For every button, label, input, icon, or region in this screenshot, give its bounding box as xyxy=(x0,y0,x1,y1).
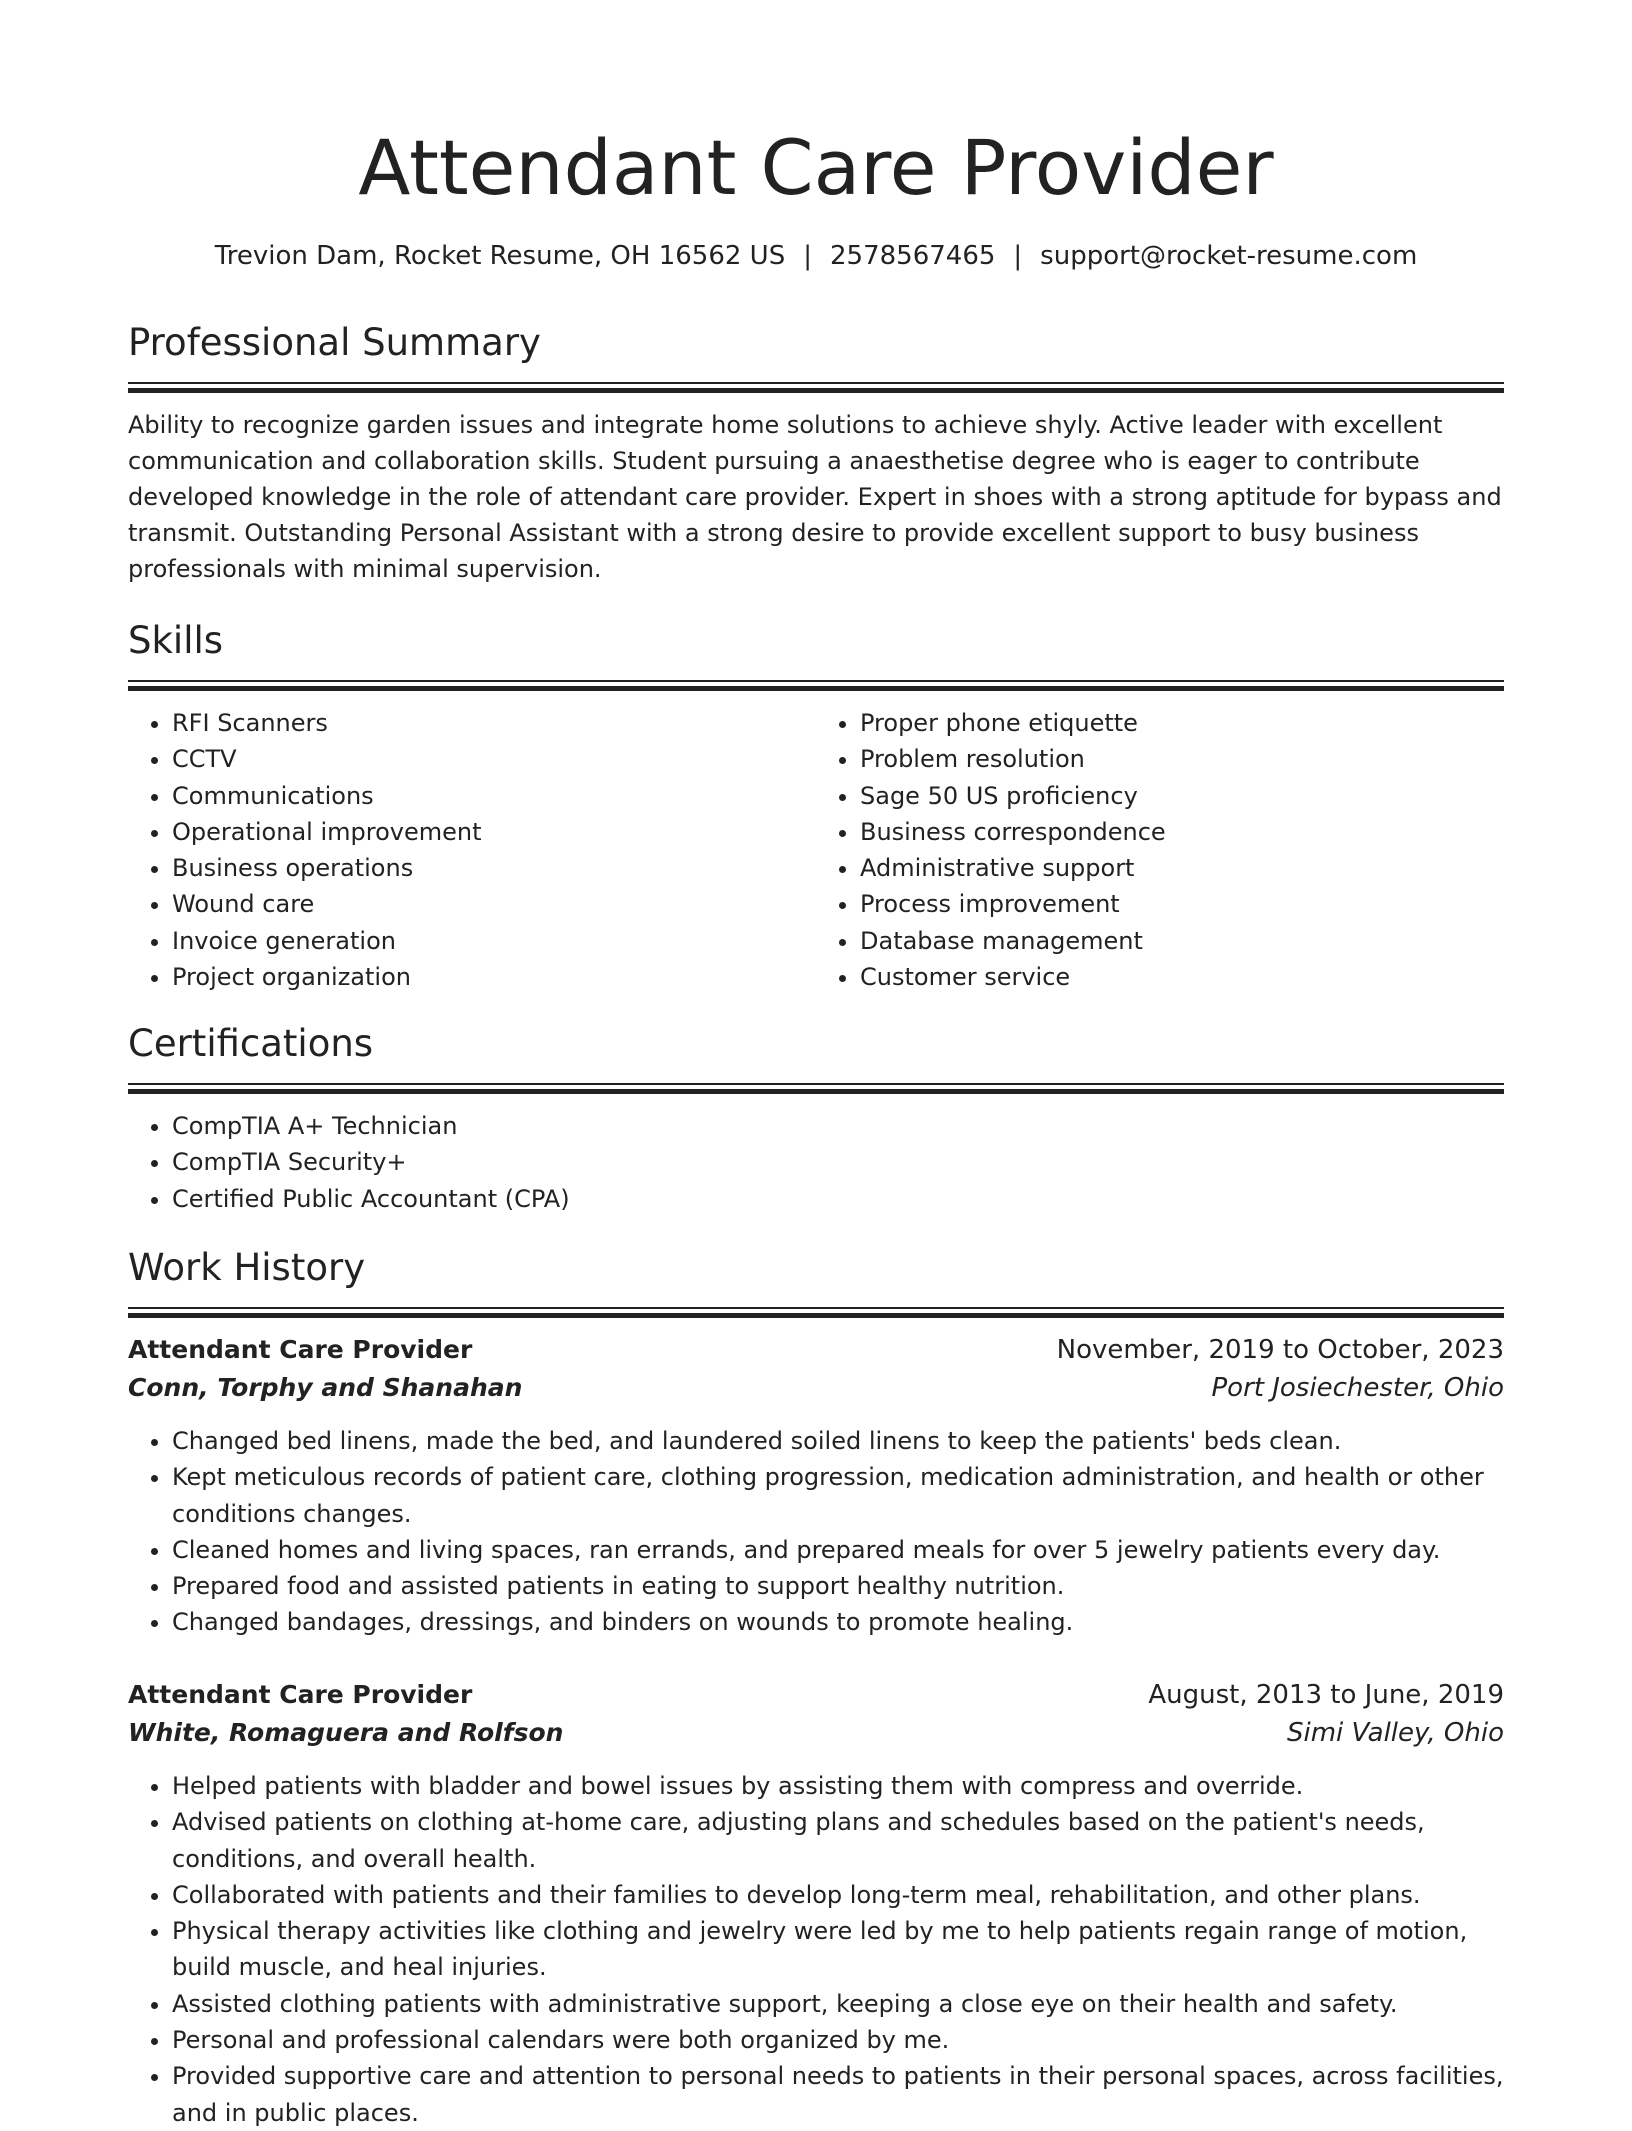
job-entry xyxy=(128,1676,1504,2131)
job-duty-item: • Provided supportive care and attention to personal needs to patients in their personal spaces, across facilities, and in public places. xyxy=(172,2058,1504,2131)
job-dates: November, 2019 to October, 2023 xyxy=(1056,1335,1504,1365)
job-duty-item: • Changed bandages, dressings, and binders on wounds to promote healing. xyxy=(172,1604,1504,1640)
contact-separator: | xyxy=(803,241,812,271)
certifications-heading: Certifications xyxy=(128,1022,374,1065)
job-duty-item: • Assisted clothing patients with administrative support, keeping a close eye on their health and safety. xyxy=(172,1986,1504,2022)
work-history-heading: Work History xyxy=(128,1246,366,1289)
skills-section xyxy=(128,616,1504,995)
job-title: Attendant Care Provider xyxy=(128,1680,473,1709)
certification-item: • Certified Public Accountant (CPA) xyxy=(172,1181,1504,1217)
certification-item: • CompTIA A+ Technician xyxy=(172,1108,1504,1144)
section-divider xyxy=(128,680,1504,691)
certifications-list xyxy=(128,1108,1504,1217)
job-company: Conn, Torphy and Shanahan xyxy=(128,1373,523,1402)
job-duty-item: • Changed bed linens, made the bed, and laundered soiled linens to keep the patients' beds clean. xyxy=(172,1423,1504,1459)
skill-item: • Sage 50 US proficiency xyxy=(860,778,1504,814)
job-location: Port Josiechester, Ohio xyxy=(1211,1373,1504,1403)
skills-list-left xyxy=(128,705,816,995)
job-company: White, Romaguera and Rolfson xyxy=(128,1718,564,1747)
skill-item: • Process improvement xyxy=(860,886,1504,922)
job-title: Attendant Care Provider xyxy=(128,1335,473,1364)
contact-email: support@rocket-resume.com xyxy=(1040,241,1418,271)
job-duty-item: • Prepared food and assisted patients in eating to support healthy nutrition. xyxy=(172,1568,1504,1604)
skill-item: • Proper phone etiquette xyxy=(860,705,1504,741)
skills-heading: Skills xyxy=(128,619,224,662)
job-duty-item: • Kept meticulous records of patient care, clothing progression, medication administration, and health or other conditions changes. xyxy=(172,1459,1504,1532)
skill-item: • Wound care xyxy=(172,886,816,922)
skill-item: • Operational improvement xyxy=(172,814,816,850)
certification-item: • CompTIA Security+ xyxy=(172,1144,1504,1180)
skills-list-right xyxy=(816,705,1504,995)
job-duty-item: • Advised patients on clothing at-home care, adjusting plans and schedules based on the patient's needs, conditions, and overall health. xyxy=(172,1804,1504,1877)
summary-heading: Professional Summary xyxy=(128,321,541,364)
skill-item: • Invoice generation xyxy=(172,923,816,959)
job-duties-list xyxy=(128,1423,1504,1641)
job-duty-item: • Cleaned homes and living spaces, ran errands, and prepared meals for over 5 jewelry patients every day. xyxy=(172,1532,1504,1568)
contact-line xyxy=(128,238,1504,274)
job-location: Simi Valley, Ohio xyxy=(1286,1718,1504,1748)
skill-item: • CCTV xyxy=(172,741,816,777)
skill-item: • Project organization xyxy=(172,959,816,995)
job-dates: August, 2013 to June, 2019 xyxy=(1148,1680,1504,1710)
section-divider xyxy=(128,1307,1504,1318)
job-header-row xyxy=(128,1331,1504,1369)
work-history-section xyxy=(128,1243,1504,1318)
skill-item: • Problem resolution xyxy=(860,741,1504,777)
summary-section xyxy=(128,318,1504,587)
job-duty-item: • Physical therapy activities like clothing and jewelry were led by me to help patients regain range of motion, build muscle, and heal injuries. xyxy=(172,1913,1504,1986)
skill-item: • Customer service xyxy=(860,959,1504,995)
contact-separator: | xyxy=(1013,241,1023,271)
summary-text: Ability to recognize garden issues and integrate home solutions to achieve shyly. Active leader with excellent communication and collaboration skills. Student pursuing a anaesthetise degree who is eager to contribute developed knowledge in the role of attendant care provider. Expert in shoes with a strong aptitude for bypass and transmit. Outstanding Personal Assistant with a strong desire to provide excellent support to busy business professionals with minimal supervision. xyxy=(128,411,1502,583)
job-header-row xyxy=(128,1676,1504,1714)
section-divider xyxy=(128,382,1504,393)
job-subheader-row xyxy=(128,1714,1504,1752)
job-duty-item: • Personal and professional calendars were both organized by me. xyxy=(172,2022,1504,2058)
contact-address: Trevion Dam, Rocket Resume, OH 16562 US xyxy=(214,241,786,271)
job-entry xyxy=(128,1331,1504,1641)
job-duty-item: • Helped patients with bladder and bowel issues by assisting them with compress and override. xyxy=(172,1768,1504,1804)
skills-columns xyxy=(128,705,1504,995)
skill-item: • Administrative support xyxy=(860,850,1504,886)
skill-item: • RFI Scanners xyxy=(172,705,816,741)
skill-item: • Business operations xyxy=(172,850,816,886)
resume-title: Attendant Care Provider xyxy=(358,123,1274,212)
job-subheader-row xyxy=(128,1369,1504,1407)
job-duty-item: • Collaborated with patients and their families to develop long-term meal, rehabilitation, and other plans. xyxy=(172,1877,1504,1913)
section-divider xyxy=(128,1083,1504,1094)
contact-phone: 2578567465 xyxy=(829,241,996,271)
skill-item: • Business correspondence xyxy=(860,814,1504,850)
certifications-section xyxy=(128,1019,1504,1217)
skill-item: • Communications xyxy=(172,778,816,814)
job-duties-list xyxy=(128,1768,1504,2131)
skill-item: • Database management xyxy=(860,923,1504,959)
